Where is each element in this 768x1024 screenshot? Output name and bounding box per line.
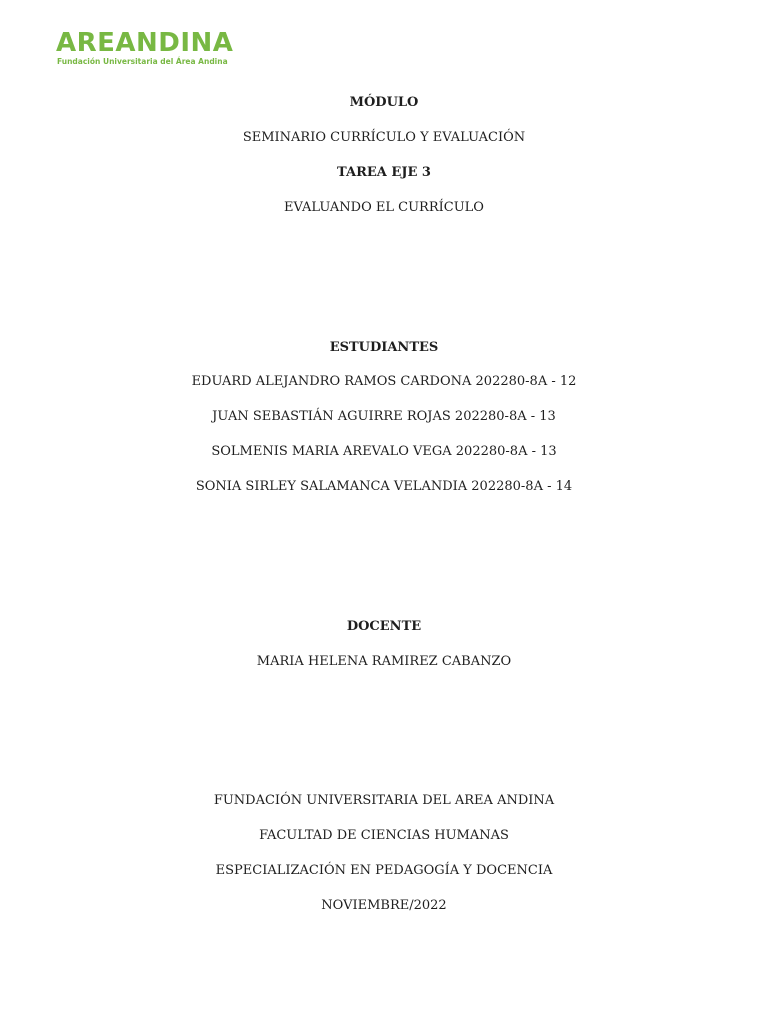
logo-wordmark: AREANDINA bbox=[56, 28, 234, 58]
students-heading: ESTUDIANTES bbox=[329, 340, 439, 355]
module-heading: MÓDULO bbox=[349, 95, 419, 110]
student-line: EDUARD ALEJANDRO RAMOS CARDONA 202280-8A - 12 bbox=[191, 374, 577, 389]
logo-tagline: Fundación Universitaria del Área Andina bbox=[57, 57, 228, 66]
faculty-name: FACULTAD DE CIENCIAS HUMANAS bbox=[259, 828, 509, 843]
institution-name: FUNDACIÓN UNIVERSITARIA DEL AREA ANDINA bbox=[213, 793, 555, 808]
teacher-name: MARIA HELENA RAMIREZ CABANZO bbox=[256, 654, 512, 669]
institution-logo bbox=[56, 28, 238, 68]
module-name: SEMINARIO CURRÍCULO Y EVALUACIÓN bbox=[242, 130, 526, 145]
student-line: JUAN SEBASTIÁN AGUIRRE ROJAS 202280-8A - 13 bbox=[212, 409, 556, 424]
document-date: NOVIEMBRE/2022 bbox=[321, 898, 447, 913]
teacher-heading: DOCENTE bbox=[346, 619, 422, 634]
program-name: ESPECIALIZACIÓN EN PEDAGOGÍA Y DOCENCIA bbox=[215, 863, 553, 878]
student-line: SOLMENIS MARIA AREVALO VEGA 202280-8A - 13 bbox=[211, 444, 557, 459]
task-name: EVALUANDO EL CURRÍCULO bbox=[284, 200, 484, 215]
task-heading: TAREA EJE 3 bbox=[337, 165, 431, 180]
student-line: SONIA SIRLEY SALAMANCA VELANDIA 202280-8A - 14 bbox=[195, 479, 573, 494]
